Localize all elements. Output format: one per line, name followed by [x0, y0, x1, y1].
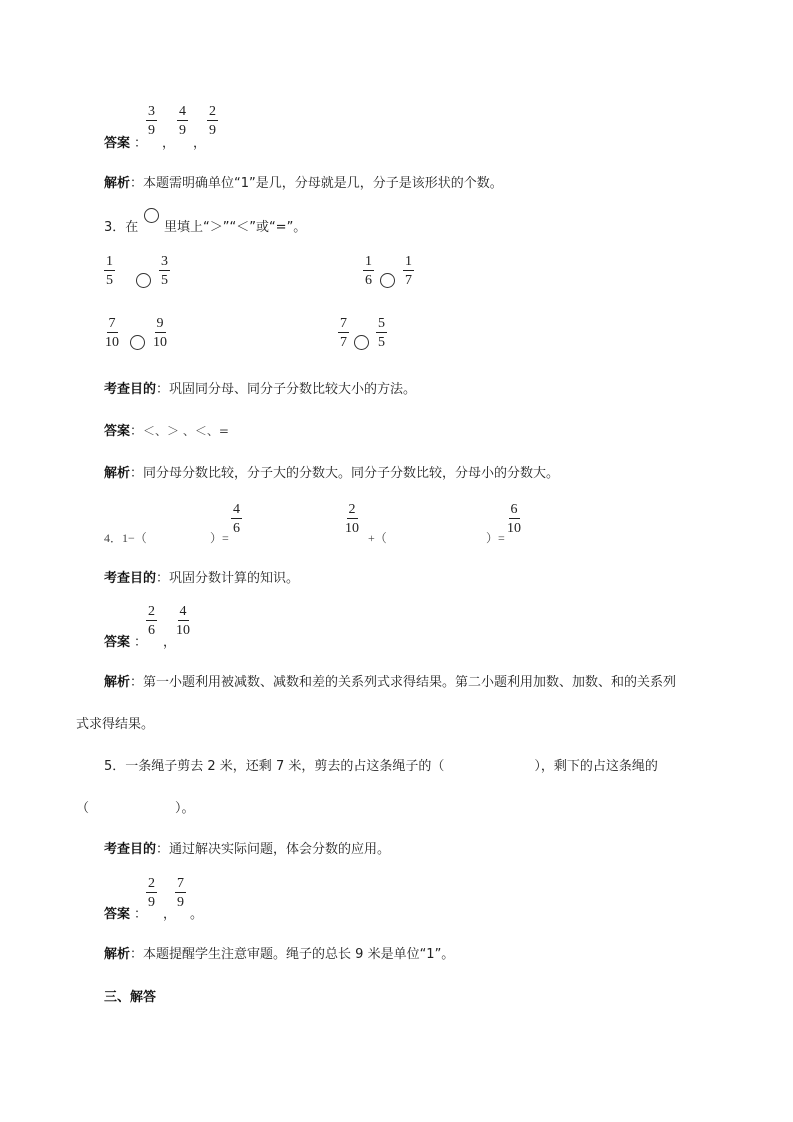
purpose-label: 考查目的: [104, 382, 157, 397]
q3-purpose: 考查目的：巩固同分母、同分子分数比较大小的方法。: [104, 382, 417, 397]
q5-line1: 5．一条绳子剪去 2 米，还剩 7 米，剪去的占这条绳子的（ ），剩下的占这条绳的: [104, 759, 658, 774]
purpose-label: 考查目的: [104, 571, 157, 586]
eq1-prefix: 4．1−（: [104, 531, 147, 545]
analysis-label: 解析: [104, 675, 131, 690]
q4-analysis: 解析：第一小题利用被减数、减数和差的关系列式求得结果。第二小题利用加数、加数、和的关系列: [104, 675, 677, 690]
separator: ，: [193, 136, 207, 151]
fraction: $\frac{1}{5}$: [106, 254, 113, 288]
separator: ，: [163, 635, 177, 650]
answer-label: 答案: [104, 136, 131, 151]
compare-circle[interactable]: [136, 273, 151, 288]
q2-analysis: 解析：本题需明确单位“1”是几，分母就是几，分子是该形状的个数。: [104, 176, 503, 191]
analysis-text: 本题需明确单位“1”是几，分母就是几，分子是该形状的个数。: [143, 176, 503, 191]
eq2-blank[interactable]: [392, 524, 482, 540]
fraction: $\frac{2}{9}$: [148, 876, 155, 910]
fraction: $\frac{2}{6}$: [148, 604, 155, 638]
fraction: $\frac{2}{9}$: [209, 104, 216, 138]
fraction: $\frac{1}{7}$: [405, 254, 412, 288]
fraction: $\frac{2}{10}$: [345, 502, 359, 536]
eq2-suffix: ）=: [486, 531, 505, 545]
section-heading: 三、解答: [104, 990, 157, 1005]
question-number: 3．在: [104, 220, 139, 235]
q5-line2: （ ）。: [76, 801, 195, 816]
fraction: $\frac{7}{7}$: [340, 316, 347, 350]
analysis-label: 解析: [104, 947, 131, 962]
fraction: $\frac{1}{6}$: [365, 254, 372, 288]
fraction: $\frac{4}{6}$: [233, 502, 240, 536]
analysis-label: 解析: [104, 466, 131, 481]
question-text: 里填上“＞”“＜”或“=”。: [164, 220, 307, 235]
fraction: $\frac{4}{9}$: [179, 104, 186, 138]
compare-circle[interactable]: [130, 335, 145, 350]
fraction: $\frac{9}{10}$: [153, 316, 167, 350]
eq1-suffix: ）=: [210, 531, 229, 545]
fraction: $\frac{4}{10}$: [176, 604, 190, 638]
compare-circle[interactable]: [354, 335, 369, 350]
q4-analysis-cont: 式求得结果。: [76, 717, 155, 732]
circle-icon: [144, 208, 159, 223]
q3-answer: 答案：＜、＞ 、＜、=: [104, 424, 229, 439]
analysis-label: 解析: [104, 176, 131, 191]
fraction: $\frac{7}{9}$: [177, 876, 184, 910]
compare-circle[interactable]: [380, 273, 395, 288]
answer-label: 答案: [104, 635, 131, 650]
purpose-label: 考查目的: [104, 842, 157, 857]
answer-text: ＜、＞ 、＜、=: [143, 424, 229, 438]
fraction: $\frac{7}{10}$: [105, 316, 119, 350]
q5-purpose: 考查目的：通过解决实际问题，体会分数的应用。: [104, 842, 391, 857]
colon: ：: [134, 136, 148, 151]
eq1-blank[interactable]: [156, 524, 206, 540]
eq2-mid: +（: [368, 531, 387, 545]
answer-label: 答案: [104, 907, 131, 922]
separator: ，: [162, 136, 176, 151]
fraction: $\frac{6}{10}$: [507, 502, 521, 536]
q4-purpose: 考查目的：巩固分数计算的知识。: [104, 571, 300, 586]
separator: ，: [163, 907, 177, 922]
fraction: $\frac{5}{5}$: [378, 316, 385, 350]
q3-analysis: 解析：同分母分数比较，分子大的分数大。同分子分数比较，分母小的分数大。: [104, 466, 560, 481]
answer-label: 答案: [104, 424, 131, 439]
fraction: $\frac{3}{5}$: [161, 254, 168, 288]
fraction: $\frac{3}{9}$: [148, 104, 155, 138]
q5-analysis: 解析：本题提醒学生注意审题。绳子的总长 9 米是单位“1”。: [104, 947, 455, 962]
